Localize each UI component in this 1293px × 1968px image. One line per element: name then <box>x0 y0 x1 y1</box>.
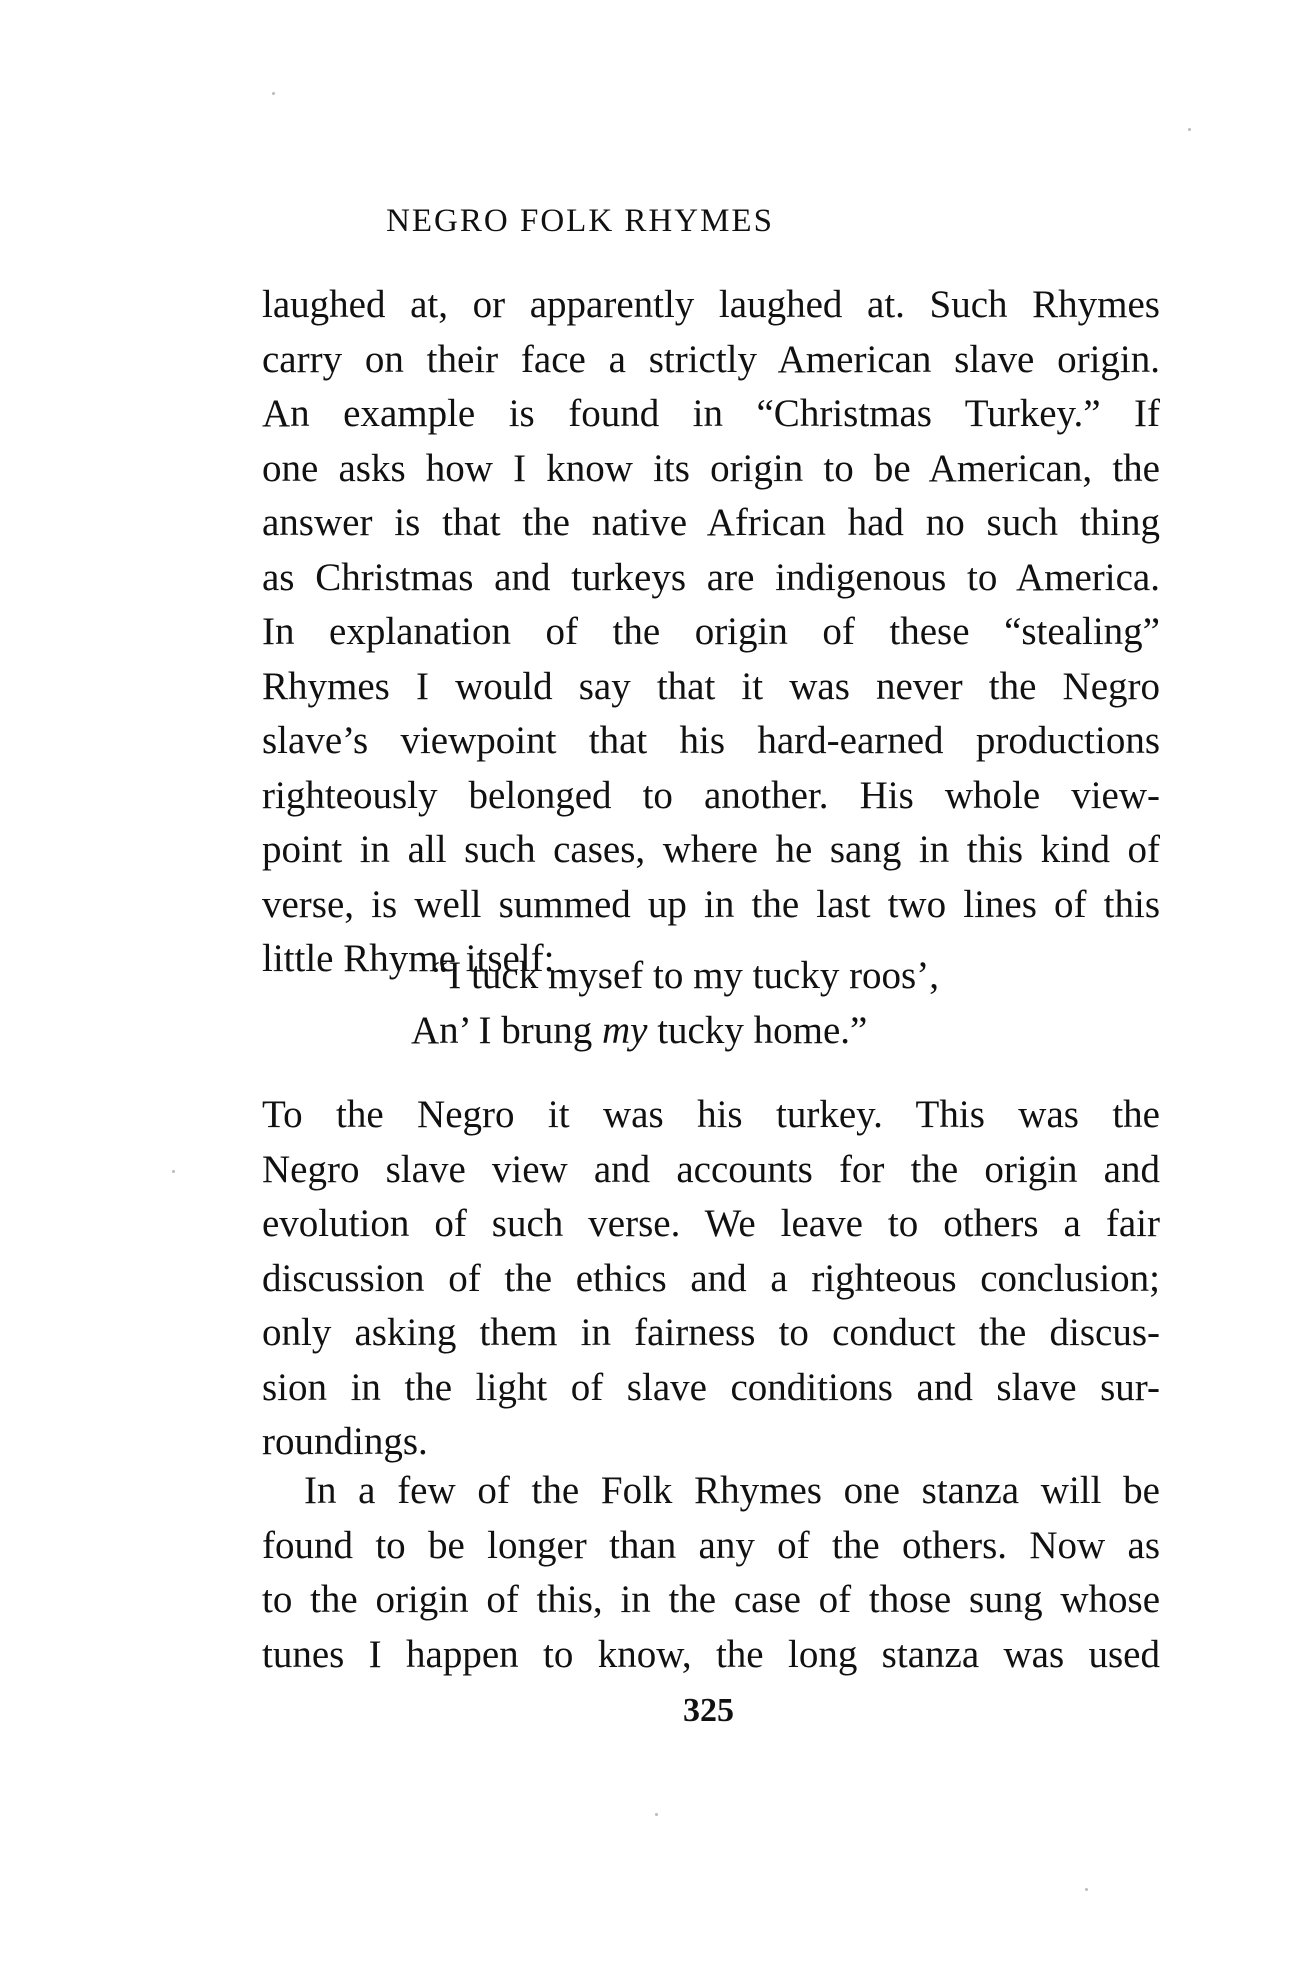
text-line: Negro slave view and accounts for the origin and <box>262 1147 1160 1191</box>
text-line: discussion of the ethics and a righteous conclusion; <box>262 1256 1160 1300</box>
text-line: as Christmas and turkeys are indigenous to America. <box>262 555 1160 599</box>
text-line: point in all such cases, where he sang in this kind of <box>262 828 1160 871</box>
verse-line-2-end: tucky home.” <box>647 1009 868 1052</box>
scan-speck <box>172 1170 175 1173</box>
text-line: laughed at, or apparently laughed at. Such Rhymes <box>262 283 1160 326</box>
text-line: verse, is well summed up in the last two lines of this <box>262 882 1160 926</box>
scan-speck <box>1188 128 1191 131</box>
scan-speck <box>272 92 275 95</box>
verse-line-1: “I tuck mysef to my tucky roos’, <box>431 954 939 997</box>
text-line: righteously belonged to another. His whole view- <box>262 773 1160 817</box>
paragraph-negro-view <box>262 1088 1160 1470</box>
text-line: slave’s viewpoint that his hard-earned productions <box>262 719 1160 762</box>
text-line: one asks how I know its origin to be American, the <box>262 446 1160 490</box>
text-line: little Rhyme itself: <box>262 937 555 980</box>
scan-speck <box>1085 1888 1088 1891</box>
verse-line-2-emphasis: my <box>601 1009 648 1052</box>
text-line: carry on their face a strictly American slave origin. <box>262 337 1160 381</box>
text-line: An example is found in “Christmas Turkey.” If <box>262 392 1160 435</box>
verse-line-2 <box>411 1004 867 1059</box>
text-line: evolution of such verse. We leave to others a fair <box>262 1202 1160 1245</box>
paragraph-long-stanza <box>262 1464 1160 1682</box>
text-line: In a few of the Folk Rhymes one stanza will be <box>304 1469 1160 1512</box>
text-line: To the Negro it was his turkey. This was the <box>262 1093 1160 1136</box>
page-number: 325 <box>683 1692 734 1729</box>
text-line: In explanation of the origin of these “stealing” <box>262 610 1160 653</box>
text-line: sion in the light of slave conditions and slave sur- <box>262 1365 1160 1409</box>
scan-speck <box>655 1813 658 1816</box>
text-line: tunes I happen to know, the long stanza was used <box>262 1632 1160 1676</box>
paragraph-stealing-rhymes <box>262 278 1160 987</box>
verse-line-2-start: An’ I brung <box>411 1009 602 1052</box>
text-line: only asking them in fairness to conduct the discus- <box>262 1311 1160 1354</box>
text-line: answer is that the native African had no such thing <box>262 501 1160 544</box>
text-line: to the origin of this, in the case of those sung whose <box>262 1578 1160 1621</box>
text-line: roundings. <box>262 1420 428 1463</box>
text-line: Rhymes I would say that it was never the Negro <box>262 664 1160 708</box>
text-line: found to be longer than any of the others. Now as <box>262 1523 1160 1567</box>
running-header: NEGRO FOLK RHYMES <box>386 203 774 239</box>
